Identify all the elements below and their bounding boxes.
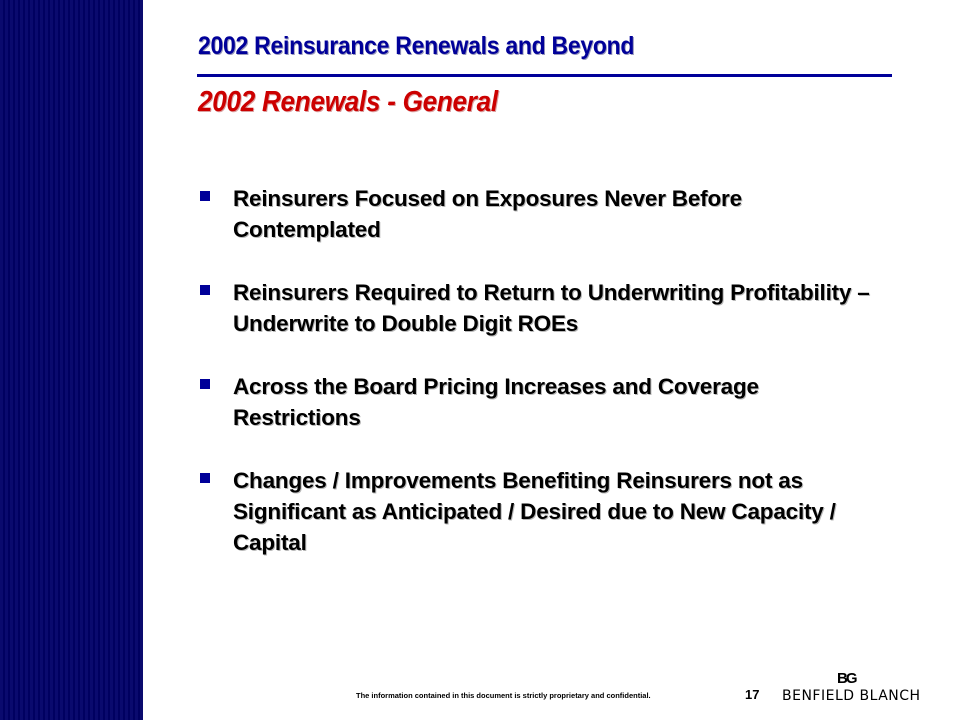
bullet-text: Reinsurers Required to Return to Underwriting Profitability – Underwrite to Double Digit ROEs [233, 280, 870, 336]
logo-mark-icon: BG [837, 670, 856, 687]
logo-wordmark: BENFIELD BLANCH [782, 688, 921, 704]
sidebar-band [0, 0, 143, 720]
confidentiality-notice: The information contained in this document is strictly proprietary and confidential. [356, 691, 651, 700]
bullet-item [200, 183, 880, 245]
bullet-item [200, 465, 880, 558]
bullet-text: Reinsurers Focused on Exposures Never Before Contemplated [233, 186, 742, 242]
bullet-item [200, 371, 880, 433]
slide-title: 2002 Reinsurance Renewals and Beyond [198, 32, 635, 60]
bullet-square-icon [200, 379, 210, 389]
title-divider [197, 74, 892, 77]
bullet-square-icon [200, 191, 210, 201]
bullet-square-icon [200, 473, 210, 483]
benfield-blanch-logo [782, 668, 922, 708]
bullet-text: Changes / Improvements Benefiting Reinsurers not as Significant as Anticipated / Desired due to New Capacity / Capital [233, 468, 836, 555]
page-number: 17 [745, 687, 760, 702]
bullet-square-icon [200, 285, 210, 295]
bullet-item [200, 277, 880, 339]
slide-subtitle: 2002 Renewals - General [198, 86, 498, 118]
bullet-list [200, 183, 880, 590]
bullet-text: Across the Board Pricing Increases and Coverage Restrictions [233, 374, 759, 430]
